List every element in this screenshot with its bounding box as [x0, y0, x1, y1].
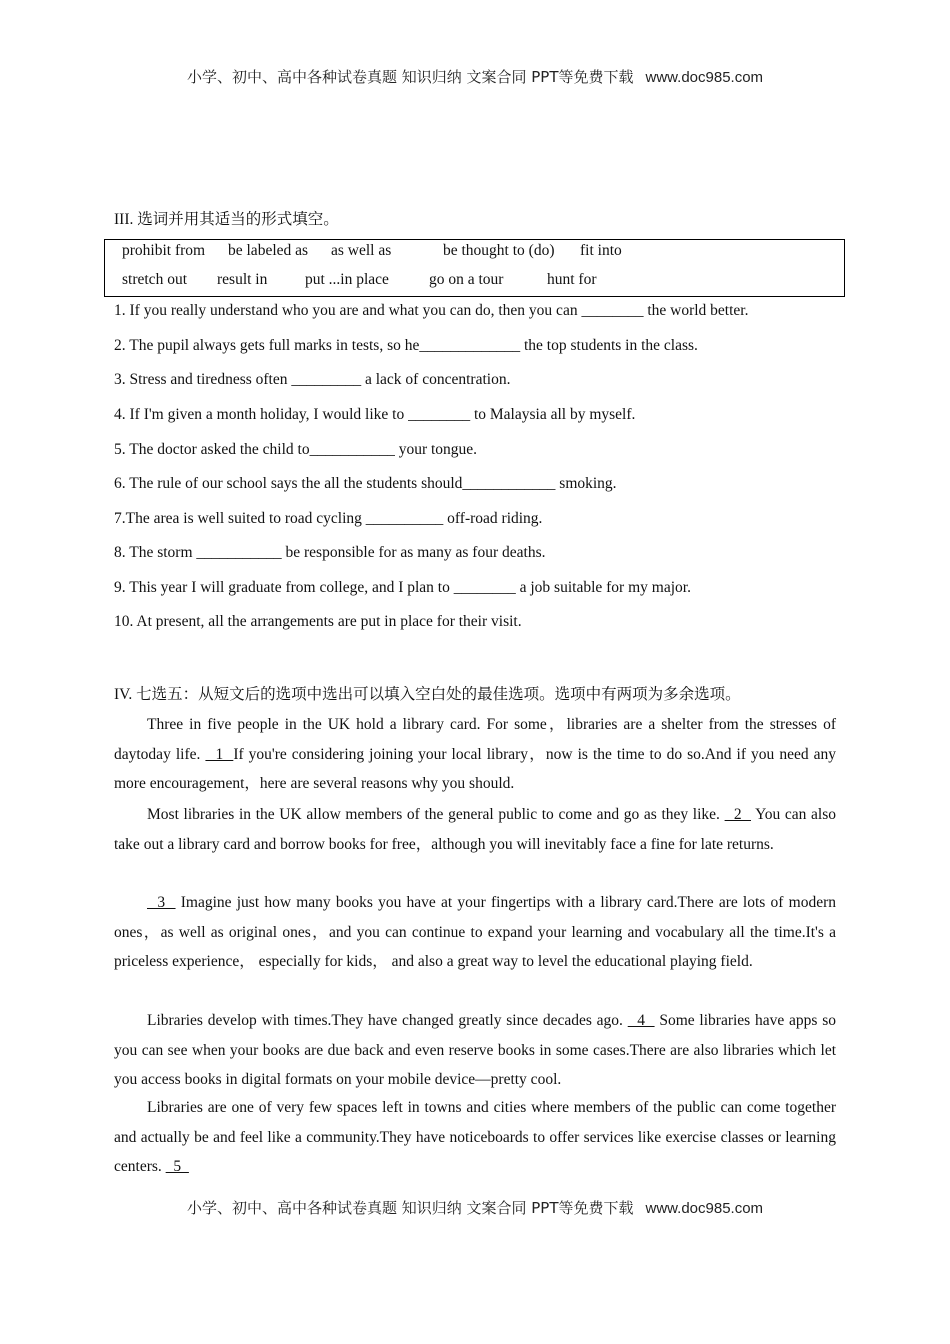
question-3: 3. Stress and tiredness often _________ a lack of concentration. [114, 371, 511, 388]
question-9: 9. This year I will graduate from college, and I plan to ________ a job suitable for my major. [114, 579, 691, 596]
section-3-title: III. 选词并用其适当的形式填空。 [114, 211, 339, 228]
word-option: result in [217, 271, 268, 288]
blank-1[interactable]: 1 [205, 745, 234, 763]
question-2: 2. The pupil always gets full marks in tests, so he_____________ the top students in the class. [114, 337, 698, 354]
blank-3[interactable]: 3 [147, 894, 176, 911]
word-box [104, 239, 845, 297]
question-7: 7.The area is well suited to road cycling __________ off-road riding. [114, 510, 543, 527]
word-option: go on a tour [429, 271, 504, 288]
footer-text: 小学、初中、高中各种试卷真题 知识归纳 文案合同 PPT等免费下载 [186, 1199, 634, 1217]
blank-2[interactable]: 2 [724, 806, 751, 823]
header-text: 小学、初中、高中各种试卷真题 知识归纳 文案合同 PPT等免费下载 [186, 68, 634, 86]
word-option: prohibit from [122, 242, 206, 259]
question-6: 6. The rule of our school says the all the students should____________ smoking. [114, 475, 617, 492]
section-4-title: IV. 七选五：从短文后的选项中选出可以填入空白处的最佳选项。选项中有两项为多余选项。 [114, 686, 741, 703]
question-8: 8. The storm ___________ be responsible for as many as four deaths. [114, 544, 546, 561]
header-url[interactable]: www.doc985.com [645, 69, 764, 86]
word-option: stretch out [122, 271, 187, 288]
blank-5[interactable]: 5 [165, 1158, 189, 1175]
word-option: fit into [580, 242, 622, 259]
question-4: 4. If I'm given a month holiday, I would like to ________ to Malaysia all by myself. [114, 406, 636, 423]
passage-paragraph-2: Most libraries in the UK allow members of the general public to come and go as they like. 2 You can also take out a library card and borrow books for free，although you will inevitably face a fine for late returns. [114, 806, 837, 853]
passage-paragraph-3: 3 Imagine just how many books you have at your fingertips with a library card.There are lots of modern ones，as well as original ones，and you can continue to expand your learning and vocabulary all the time.It's a priceless experience， especially for kids， and also a great way to level the educational playing field. [114, 894, 836, 970]
word-option: as well as [331, 242, 392, 259]
page-header [0, 66, 950, 87]
word-option: be labeled as [228, 242, 309, 259]
passage-paragraph-5: Libraries are one of very few spaces left in towns and cities where members of the public can come together and actually be and feel like a community.They have noticeboards to offer services like exercise classes or learning centers. 5 [114, 1099, 836, 1175]
word-option: be thought to (do) [443, 242, 555, 259]
word-option: hunt for [547, 271, 597, 288]
blank-4[interactable]: 4 [627, 1012, 655, 1029]
passage-paragraph-1: Three in five people in the UK hold a library card. For some，libraries are a shelter from the stresses of daytoday life. 1 If you're considering joining your local library，now is the time to do so.And if you need any more encouragement，here are several reasons why you should. [114, 716, 836, 792]
question-1: 1. If you really understand who you are and what you can do, then you can ________ the world better. [114, 302, 749, 319]
footer-url[interactable]: www.doc985.com [645, 1200, 764, 1217]
question-5: 5. The doctor asked the child to___________ your tongue. [114, 441, 478, 458]
page-footer [0, 1197, 950, 1218]
question-10: 10. At present, all the arrangements are put in place for their visit. [114, 613, 522, 630]
passage-paragraph-4: Libraries develop with times.They have changed greatly since decades ago. 4 Some libraries have apps so you can see when your books are due back and even reserve books in some cases.There are also libraries which let you access books in digital formats on your mobile device—pretty cool. [114, 1012, 836, 1088]
word-option: put ...in place [305, 271, 389, 288]
